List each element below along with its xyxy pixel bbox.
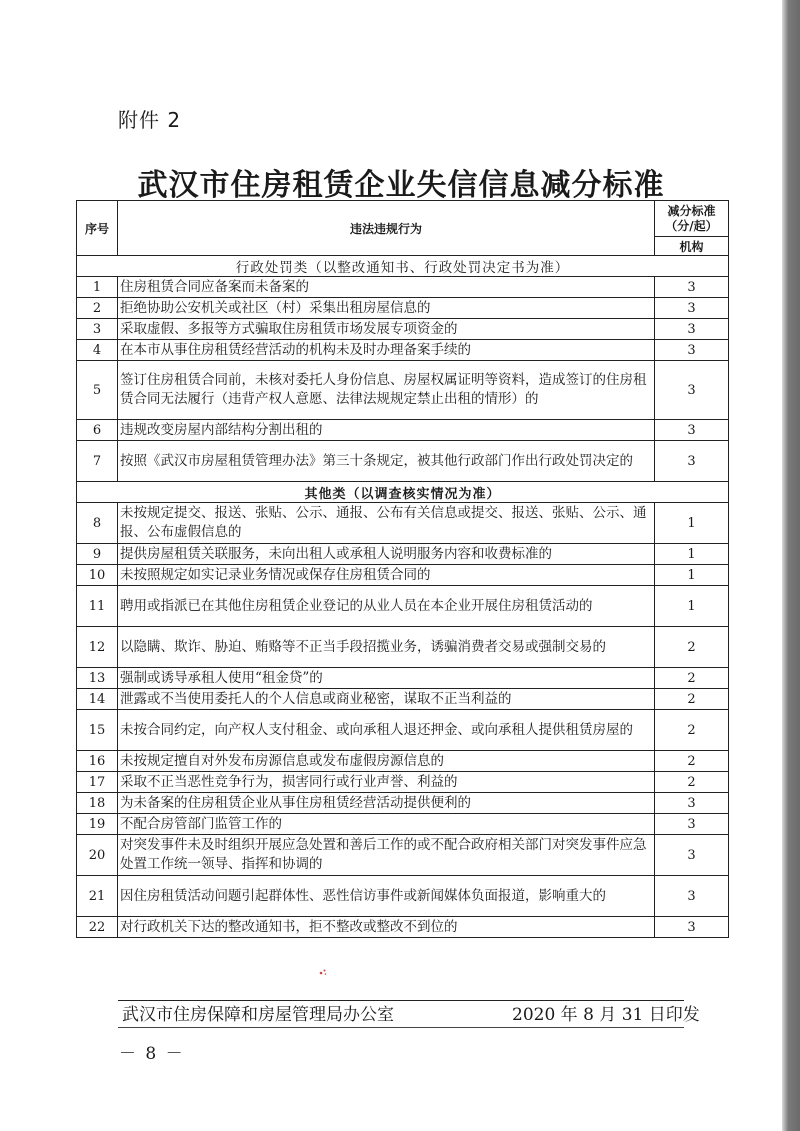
section-title: 行政处罚类（以整改通知书、行政处罚决定书为准） [77, 256, 729, 277]
table-row [77, 917, 729, 938]
row-deduction-points: 3 [655, 277, 729, 298]
page-number: － 8 － [119, 1044, 185, 1064]
row-behavior: 未按合同约定，向产权人支付租金、或向承租人退还押金、或向承租人提供租赁房屋的 [118, 710, 655, 751]
row-behavior: 在本市从事住房租赁经营活动的机构未及时办理备案手续的 [118, 340, 655, 361]
row-behavior: 对行政机关下达的整改通知书，拒不整改或整改不到位的 [118, 917, 655, 938]
row-serial-no: 12 [77, 627, 118, 668]
row-serial-no: 14 [77, 689, 118, 710]
row-behavior: 泄露或不当使用委托人的个人信息或商业秘密，谋取不正当利益的 [118, 689, 655, 710]
row-deduction-points: 2 [655, 668, 729, 689]
row-serial-no: 13 [77, 668, 118, 689]
row-behavior: 按照《武汉市房屋租赁管理办法》第三十条规定，被其他行政部门作出行政处罚决定的 [118, 441, 655, 482]
document-title: 武汉市住房租赁企业失信信息减分标准 [137, 168, 665, 203]
table-header [77, 201, 729, 256]
row-serial-no: 19 [77, 814, 118, 835]
row-serial-no: 18 [77, 793, 118, 814]
table-row [77, 503, 729, 544]
row-serial-no: 20 [77, 835, 118, 876]
row-deduction-points: 2 [655, 689, 729, 710]
table-row [77, 668, 729, 689]
footer-issuer: 武汉市住房保障和房屋管理局办公室 [122, 1005, 394, 1025]
table-row [77, 441, 729, 482]
row-deduction-points: 2 [655, 627, 729, 668]
attachment-label: 附件 2 [118, 108, 182, 132]
table-row [77, 565, 729, 586]
table-row [77, 751, 729, 772]
section-title: 其他类（以调查核实情况为准） [77, 482, 729, 503]
row-deduction-points: 2 [655, 772, 729, 793]
row-serial-no: 7 [77, 441, 118, 482]
table-row [77, 544, 729, 565]
row-serial-no: 22 [77, 917, 118, 938]
row-behavior: 未按规定提交、报送、张贴、公示、通报、公布有关信息或提交、报送、张贴、公示、通报、公布虚假信息的 [118, 503, 655, 544]
row-behavior: 以隐瞒、欺诈、胁迫、贿赂等不正当手段招揽业务，诱骗消费者交易或强制交易的 [118, 627, 655, 668]
table-row [77, 586, 729, 627]
row-deduction-points: 3 [655, 361, 729, 420]
row-deduction-points: 1 [655, 586, 729, 627]
row-deduction-points: 3 [655, 814, 729, 835]
row-serial-no: 4 [77, 340, 118, 361]
row-deduction-points: 3 [655, 319, 729, 340]
table-row [77, 277, 729, 298]
row-deduction-points: 1 [655, 565, 729, 586]
stamp-mark [318, 967, 328, 977]
row-behavior: 未按照规定如实记录业务情况或保存住房租赁合同的 [118, 565, 655, 586]
row-behavior: 住房租赁合同应备案而未备案的 [118, 277, 655, 298]
row-deduction-points: 3 [655, 420, 729, 441]
row-deduction-points: 3 [655, 298, 729, 319]
table-body [77, 256, 729, 938]
row-behavior: 为未备案的住房租赁企业从事住房租赁经营活动提供便利的 [118, 793, 655, 814]
row-serial-no: 9 [77, 544, 118, 565]
row-behavior: 因住房租赁活动问题引起群体性、恶性信访事件或新闻媒体负面报道，影响重大的 [118, 876, 655, 917]
row-deduction-points: 3 [655, 340, 729, 361]
row-deduction-points: 1 [655, 544, 729, 565]
row-behavior: 不配合房管部门监管工作的 [118, 814, 655, 835]
row-deduction-points: 3 [655, 441, 729, 482]
table-row [77, 627, 729, 668]
row-serial-no: 17 [77, 772, 118, 793]
row-behavior: 聘用或指派已在其他住房租赁企业登记的从业人员在本企业开展住房租赁活动的 [118, 586, 655, 627]
table-row [77, 319, 729, 340]
row-deduction-points: 3 [655, 835, 729, 876]
table-row [77, 340, 729, 361]
page-edge-shadow [782, 0, 800, 1131]
table-row [77, 420, 729, 441]
table-row [77, 814, 729, 835]
table-row [77, 710, 729, 751]
row-serial-no: 2 [77, 298, 118, 319]
row-behavior: 拒绝协助公安机关或社区（村）采集出租房屋信息的 [118, 298, 655, 319]
header-deduction-unit: 机构 [655, 237, 729, 256]
table-row [77, 298, 729, 319]
row-behavior: 签订住房租赁合同前，未核对委托人身份信息、房屋权属证明等资料，造成签订的住房租赁合同无法履行（违背产权人意愿、法律法规规定禁止出租的情形）的 [118, 361, 655, 420]
row-serial-no: 8 [77, 503, 118, 544]
row-deduction-points: 3 [655, 917, 729, 938]
row-deduction-points: 2 [655, 751, 729, 772]
row-serial-no: 1 [77, 277, 118, 298]
table-row [77, 772, 729, 793]
section-row [77, 256, 729, 277]
table-row [77, 835, 729, 876]
row-behavior: 提供房屋租赁关联服务，未向出租人或承租人说明服务内容和收费标准的 [118, 544, 655, 565]
deduction-standards-table [76, 200, 729, 938]
row-serial-no: 5 [77, 361, 118, 420]
row-behavior: 采取虚假、多报等方式骗取住房租赁市场发展专项资金的 [118, 319, 655, 340]
row-serial-no: 3 [77, 319, 118, 340]
row-behavior: 强制或诱导承租人使用“租金贷”的 [118, 668, 655, 689]
row-behavior: 未按规定擅自对外发布房源信息或发布虚假房源信息的 [118, 751, 655, 772]
deduction-standards-table-container [76, 200, 728, 938]
row-serial-no: 21 [77, 876, 118, 917]
table-row [77, 689, 729, 710]
table-row [77, 876, 729, 917]
header-deduction-standard: 减分标准（分/起） [655, 201, 729, 237]
row-serial-no: 6 [77, 420, 118, 441]
header-serial-no: 序号 [77, 201, 118, 256]
row-behavior: 对突发事件未及时组织开展应急处置和善后工作的或不配合政府相关部门对突发事件应急处置工作统一领导、指挥和协调的 [118, 835, 655, 876]
row-serial-no: 11 [77, 586, 118, 627]
row-deduction-points: 1 [655, 503, 729, 544]
section-row [77, 482, 729, 503]
row-behavior: 采取不正当恶性竞争行为，损害同行或行业声誉、利益的 [118, 772, 655, 793]
header-behavior: 违法违规行为 [118, 201, 655, 256]
row-serial-no: 16 [77, 751, 118, 772]
row-deduction-points: 3 [655, 876, 729, 917]
table-row [77, 793, 729, 814]
row-behavior: 违规改变房屋内部结构分割出租的 [118, 420, 655, 441]
table-row [77, 361, 729, 420]
row-deduction-points: 2 [655, 710, 729, 751]
row-serial-no: 15 [77, 710, 118, 751]
row-deduction-points: 3 [655, 793, 729, 814]
footer-bottom-rule [118, 1027, 684, 1028]
row-serial-no: 10 [77, 565, 118, 586]
footer-issue-date: 2020 年 8 月 31 日印发 [512, 1005, 700, 1025]
